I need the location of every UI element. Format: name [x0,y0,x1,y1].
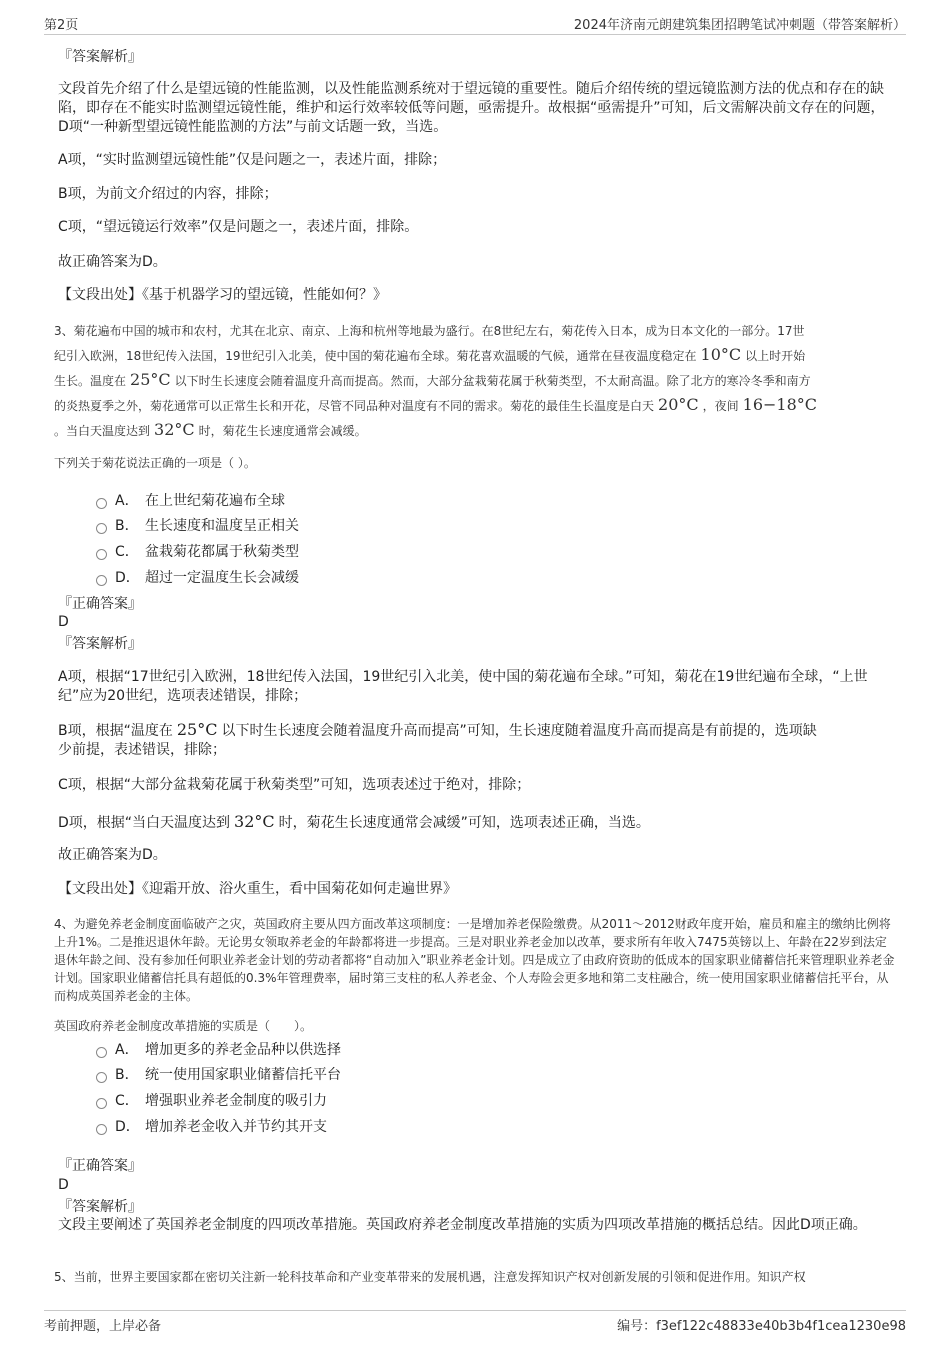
q4-option-c[interactable] [96,1090,327,1110]
q3-option-c-analysis: C项，根据“大部分盆栽菊花属于秋菊类型”可知，选项表述过于绝对，排除； [58,777,531,793]
radio-icon[interactable] [96,1072,107,1083]
temp-16-18c: 16−18°C [742,395,818,414]
q3-stem [54,320,899,443]
option-text: 统一使用国家职业储蓄信托平台 [145,1067,341,1083]
option-text: 生长速度和温度呈正相关 [145,518,299,534]
document-title: 2024年济南元朗建筑集团招聘笔试冲刺题（带答案解析） [573,18,906,33]
temp-20c: 20°C [658,395,699,414]
q3-option-b-analysis [58,720,888,760]
q3-option-a[interactable] [96,490,285,510]
page-footer [44,1310,906,1333]
footer-slogan: 考前押题，上岸必备 [44,1319,162,1334]
q3-stem-line [54,418,899,443]
q2-option-b-analysis: B项，为前文介绍过的内容，排除； [58,186,278,202]
q4-option-d[interactable] [96,1116,327,1136]
q4-analysis-title: 『答案解析』 [58,1199,142,1215]
q2-conclusion: 故正确答案为D。 [58,254,167,270]
q3-b-line [58,720,888,741]
q4-stem: 4、为避免养老金制度面临破产之灾，英国政府主要从四方面改革这项制度：一是增加养老保险缴费。从2011～2012财政年度开始，雇员和雇主的缴纳比例将上升1%。二是推迟退休年龄。无论男女领取养老金的年龄都将进一步提高。三是对职业养老金加以改革，要求所有年收入7475英镑以上、年龄在22岁到法定退休年龄之间、没有参加任何职业养老金计划的劳动者都将“自动加入”职业养老金计划。四是成立了由政府资助的低成本的国家职业储蓄信托来管理职业养老金计划。国家职业储蓄信托具有超低的0.3%年管理费率，届时第三支柱的私人养老金、个人寿险会更多地和第二支柱融合，统一使用国家职业储蓄信托平台，从而构成英国养老金的主体。 [54,917,895,1003]
q2-option-c-analysis: C项，“望远镜运行效率”仅是问题之一，表述片面，排除。 [58,219,419,235]
q3-text: 生长。温度在 [54,374,127,388]
option-key: A． [115,493,139,509]
q3-text: 。当白天温度达到 [54,424,151,438]
option-text: 增加养老金收入并节约其开支 [145,1119,327,1135]
radio-icon[interactable] [96,1124,107,1135]
option-text: 超过一定温度生长会减缓 [145,570,299,586]
page-number: 第2页 [44,18,79,33]
radio-icon[interactable] [96,1098,107,1109]
q3-stem-line [54,368,899,393]
q3-question: 下列关于菊花说法正确的一项是（ ）。 [54,456,256,470]
q3-option-a-analysis: A项，根据“17世纪引入欧洲，18世纪传入法国，19世纪引入北美，使中国的菊花遍布全球。”可知，菊花在19世纪遍布全球，“上世纪”应为20世纪，选项表述错误，排除； [58,669,868,704]
q4-option-b[interactable] [96,1064,341,1084]
option-key: D． [115,570,140,586]
temp-25c: 25°C [176,720,218,739]
q3-answer-title: 『正确答案』 [58,596,142,612]
q5-stem: 5、当前，世界主要国家都在密切关注新一轮科技革命和产业变革带来的发展机遇，注意发挥知识产权对创新发展的引领和促进作用。知识产权 [54,1270,806,1284]
q3-text: B项，根据“温度在 [58,723,173,739]
q3-text: D项，根据“当白天温度达到 [58,815,231,831]
q4-analysis: 文段主要阐述了英国养老金制度的四项改革措施。英国政府养老金制度改革措施的实质为四项改革措施的概括总结。因此D项正确。 [58,1217,867,1233]
radio-icon[interactable] [96,549,107,560]
option-key: B． [115,518,139,534]
q3-text: 纪引入欧洲，18世纪传入法国，19世纪引入北美，使中国的菊花遍布全球。菊花喜欢温暖的气候，通常在昼夜温度稳定在 [54,349,697,363]
q3-text: 以下时生长速度会随着温度升高而提高”可知，生长速度随着温度升高而提高是有前提的，选项缺 [221,723,817,739]
option-key: B． [115,1067,139,1083]
q3-option-b[interactable] [96,515,299,535]
q3-text: 的炎热夏季之外，菊花通常可以正常生长和开花，尽管不同品种对温度有不同的需求。菊花的最佳生长温度是白天 [54,399,655,413]
q3-stem-line: 3、菊花遍布中国的城市和农村，尤其在北京、南京、上海和杭州等地最为盛行。在8世纪左右，菊花传入日本，成为日本文化的一部分。17世 [54,324,805,338]
q3-analysis-title: 『答案解析』 [58,636,142,652]
option-text: 在上世纪菊花遍布全球 [145,493,285,509]
q4-question: 英国政府养老金制度改革措施的实质是（ ）。 [54,1019,313,1033]
option-key: D． [115,1119,140,1135]
q3-b-line: 少前提，表述错误，排除； [58,742,226,758]
q3-text: 时，菊花生长速度通常会减缓”可知，选项表述正确，当选。 [278,815,650,831]
q2-source: 【文段出处】《基于机器学习的望远镜，性能如何？》 [58,287,387,303]
document-id: 编号：f3ef122c48833e40b3b4f1cea1230e98 [617,1319,906,1334]
q3-stem-line [54,343,899,368]
q3-answer: D [58,614,69,630]
option-key: C． [115,1093,139,1109]
q2-analysis-paragraph: 文段首先介绍了什么是望远镜的性能监测，以及性能监测系统对于望远镜的重要性。随后介绍传统的望远镜监测方法的优点和存在的缺陷，即存在不能实时监测望远镜性能，维护和运行效率较低等问题，亟需提升。故根据“亟需提升”可知，后文需解决前文存在的问题，D项“一种新型望远镜性能监测的方法”与前文话题一致，当选。 [58,81,885,135]
q3-conclusion: 故正确答案为D。 [58,847,167,863]
option-key: A． [115,1042,139,1058]
temp-25c: 25°C [130,370,171,389]
option-text: 盆栽菊花都属于秋菊类型 [145,544,299,560]
q3-text: 以上时开始 [745,349,806,363]
q2-option-a-analysis: A项，“实时监测望远镜性能”仅是问题之一，表述片面，排除； [58,152,447,168]
temp-10c: 10°C [700,345,742,364]
q2-analysis-title: 『答案解析』 [58,49,142,65]
option-text: 增强职业养老金制度的吸引力 [145,1093,327,1109]
q3-option-d[interactable] [96,567,299,587]
radio-icon[interactable] [96,1047,107,1058]
option-text: 增加更多的养老金品种以供选择 [145,1042,341,1058]
page-header [44,14,906,35]
q3-text: 时，菊花生长速度通常会减缓。 [198,424,367,438]
q4-answer: D [58,1177,69,1193]
q4-answer-title: 『正确答案』 [58,1158,142,1174]
q4-option-a[interactable] [96,1039,341,1059]
q3-text: ，夜间 [702,399,739,413]
temp-32c: 32°C [154,420,195,439]
q3-stem-line [54,393,899,418]
temp-32c: 32°C [234,812,275,831]
q3-option-c[interactable] [96,541,299,561]
radio-icon[interactable] [96,575,107,586]
option-key: C． [115,544,139,560]
q3-text: 以下时生长速度会随着温度升高而提高。然而，大部分盆栽菊花属于秋菊类型，不太耐高温。除了北方的寒冷冬季和南方 [174,374,811,388]
q3-source: 【文段出处】《迎霜开放、浴火重生，看中国菊花如何走遍世界》 [58,881,457,897]
q3-option-d-analysis [58,812,888,833]
radio-icon[interactable] [96,523,107,534]
radio-icon[interactable] [96,498,107,509]
